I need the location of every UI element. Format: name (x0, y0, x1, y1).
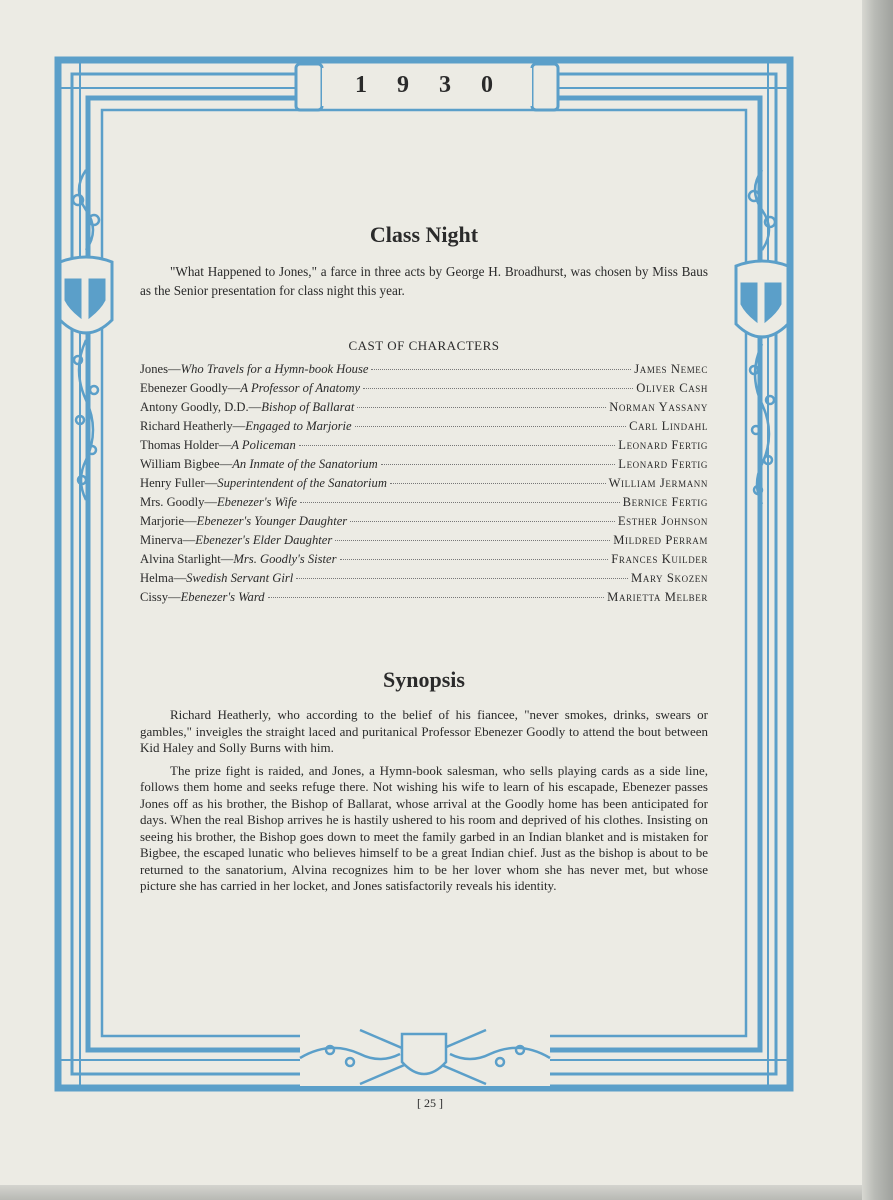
leader-dots (355, 426, 626, 427)
cast-row (140, 400, 708, 419)
character-description: Ebenezer's Ward (180, 590, 265, 604)
actor-name: Mary Skozen (631, 571, 708, 585)
cast-row (140, 590, 708, 609)
character-role (140, 381, 360, 396)
character-role (140, 476, 387, 491)
actor-name: Frances Kuilder (611, 552, 708, 566)
cast-row (140, 457, 708, 476)
page-edge (862, 0, 893, 1200)
character-description: Ebenezer's Wife (216, 495, 297, 509)
cast-row (140, 476, 708, 495)
character-name: Helma— (140, 571, 187, 585)
cast-row (140, 381, 708, 400)
character-description: Ebenezer's Elder Daughter (195, 533, 333, 547)
leader-dots (335, 540, 610, 541)
cast-row (140, 438, 708, 457)
leader-dots (390, 483, 606, 484)
leader-dots (350, 521, 615, 522)
character-role (140, 457, 378, 472)
character-description: Bishop of Ballarat (261, 400, 355, 414)
actor-name: James Nemec (634, 362, 708, 376)
character-name: Thomas Holder— (140, 438, 232, 452)
actor-name: Bernice Fertig (622, 495, 708, 509)
character-description: Swedish Servant Girl (186, 571, 294, 585)
character-name: Alvina Starlight— (140, 552, 234, 566)
cast-row (140, 495, 708, 514)
actor-name: Marietta Melber (607, 590, 708, 604)
page-content (140, 222, 708, 895)
cast-row (140, 552, 708, 571)
synopsis-title: Synopsis (383, 667, 465, 692)
character-name: Jones— (140, 362, 181, 376)
synopsis-paragraph-1: Richard Heatherly, who according to the belief of his fiancee, "never smokes, drinks, swears or gambles," inveigles the straight laced and puritanical Professor Ebenezer Goodly to attend the bout between Kid Haley and Solly Burns with him. (140, 707, 708, 755)
actor-name: Esther Johnson (617, 514, 708, 528)
cast-list (140, 362, 708, 609)
character-description: Who Travels for a Hymn-book House (180, 362, 369, 376)
actor-name: Leonard Fertig (618, 438, 708, 452)
leader-dots (357, 407, 606, 408)
character-name: Richard Heatherly— (140, 419, 246, 433)
actor-name: Mildred Perram (613, 533, 708, 547)
character-name: Mrs. Goodly— (140, 495, 217, 509)
cast-row (140, 571, 708, 590)
cast-row (140, 514, 708, 533)
character-role (140, 533, 332, 548)
character-description: An Inmate of the Sanatorium (232, 457, 378, 471)
leader-dots (300, 502, 620, 503)
character-description: Ebenezer's Younger Daughter (196, 514, 348, 528)
actor-name: Carl Lindahl (629, 419, 708, 433)
character-name: William Bigbee— (140, 457, 233, 471)
character-description: Mrs. Goodly's Sister (233, 552, 337, 566)
character-role (140, 438, 296, 453)
leader-dots (340, 559, 609, 560)
character-role (140, 400, 354, 415)
character-role (140, 419, 352, 434)
cast-title: CAST OF CHARACTERS (348, 338, 500, 353)
leader-dots (371, 369, 631, 370)
character-role (140, 590, 265, 605)
character-description: A Professor of Anatomy (240, 381, 361, 395)
cast-row (140, 362, 708, 381)
actor-name: Oliver Cash (636, 381, 708, 395)
character-role (140, 362, 368, 377)
character-name: Henry Fuller— (140, 476, 218, 490)
leader-dots (381, 464, 616, 465)
class-night-intro: "What Happened to Jones," a farce in three acts by George H. Broadhurst, was chosen by Miss Baus as the Senior presentation for class night this year. (140, 264, 708, 298)
character-role (140, 571, 293, 586)
actor-name: Norman Yassany (609, 400, 708, 414)
character-description: Superintendent of the Sanatorium (217, 476, 387, 490)
page-bottom-edge (0, 1185, 862, 1200)
character-name: Minerva— (140, 533, 196, 547)
character-role (140, 495, 297, 510)
synopsis-paragraph-2: The prize fight is raided, and Jones, a Hymn-book salesman, who sells playing cards as a side line, follows them home and seeks refuge there. Not wishing his wife to learn of his escapade, Ebenezer passes Jones off as his brother, the Bishop of Ballarat, whose arrival at the Goodly home has been anticipated for days. When the real Bishop arrives he is hastily ushered to his room and deprived of his clothes. Insisting on seeing his brother, the Bishop goes down to meet the family garbed in an Indian blanket and is mistaken for Bigbee, the escaped lunatic who believes himself to be a great Indian chief. Just as the bishop is about to be returned to the sanatorium, Alvina recognizes him to be her lover whom she has never met, but whose picture she has carried in her locket, and Jones satisfactorily reveals his identity. (140, 762, 708, 893)
character-description: Engaged to Marjorie (245, 419, 352, 433)
leader-dots (363, 388, 633, 389)
character-name: Ebenezer Goodly— (140, 381, 241, 395)
year-header: 1 9 3 0 (355, 72, 505, 98)
leader-dots (299, 445, 616, 446)
leader-dots (268, 597, 605, 598)
actor-name: Leonard Fertig (618, 457, 708, 471)
character-role (140, 552, 337, 567)
actor-name: William Jermann (608, 476, 708, 490)
character-name: Cissy— (140, 590, 181, 604)
leader-dots (296, 578, 628, 579)
cast-row (140, 533, 708, 552)
class-night-title: Class Night (369, 222, 479, 247)
character-role (140, 514, 347, 529)
character-name: Marjorie— (140, 514, 197, 528)
character-name: Antony Goodly, D.D.— (140, 400, 262, 414)
character-description: A Policeman (231, 438, 296, 452)
page-number: [ 25 ] (417, 1096, 443, 1110)
cast-row (140, 419, 708, 438)
